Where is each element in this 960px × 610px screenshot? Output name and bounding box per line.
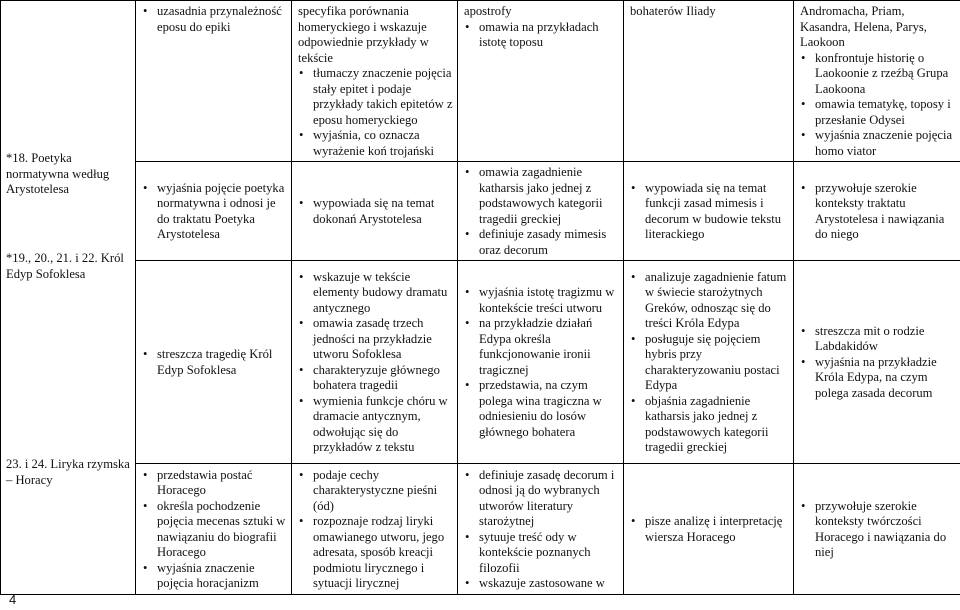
table-row: [1, 261, 960, 464]
list-item: • rozpoznaje rodzaj liryki omawianego utworu, jego adresata, sposób kreacji podmiotu lirycznego i sytuacji lirycznej: [298, 514, 453, 592]
bullet-list: [298, 4, 453, 159]
table-row: [1, 464, 960, 595]
list-item: • przywołuje szerokie konteksty twórczości Horacego i nawiązania do niej: [800, 499, 957, 561]
table-cell: [624, 162, 794, 261]
list-item: • charakteryzuje głównego bohatera tragedii: [298, 363, 453, 394]
list-item: • pisze analizę i interpretację wiersza Horacego: [630, 514, 789, 545]
table-cell: [458, 261, 624, 464]
bullet-list: [464, 165, 619, 258]
list-item: • przedstawia postać Horacego: [142, 468, 287, 499]
bullet-list: [464, 285, 619, 440]
table-cell: [794, 464, 960, 595]
table-cell: [136, 261, 292, 464]
list-item: • wyjaśnia pojęcie poetyka normatywna i odnosi je do traktatu Poetyka Arystotelesa: [142, 181, 287, 243]
table-cell: [292, 464, 458, 595]
bullet-list: [464, 468, 619, 592]
lesson-label: *18. Poetyka normatywna według Arystotelesa: [6, 151, 110, 196]
bullet-list: [142, 181, 287, 243]
list-item: • wypowiada się na temat dokonań Arystotelesa: [298, 196, 453, 227]
list-item: • wyjaśnia znaczenie pojęcia homo viator: [800, 128, 957, 159]
list-item: specyfika porównania homeryckiego i wskazuje odpowiednie przykłady w tekście: [298, 4, 429, 65]
list-item: • wypowiada się na temat funkcji zasad mimesis i decorum w budowie tekstu literackiego: [630, 181, 789, 243]
list-item: • przedstawia, na czym polega wina tragiczna w odniesieniu do losów głównego bohatera: [464, 378, 619, 440]
table-cell: [624, 1, 794, 162]
table-cell: [794, 162, 960, 261]
list-item: • sytuuje treść ody w kontekście poznanych filozofii: [464, 530, 619, 577]
page-number: 4: [9, 592, 17, 607]
bullet-list: [630, 514, 789, 545]
bullet-list: [298, 468, 453, 592]
table-cell: [458, 1, 624, 162]
list-item: • analizuje zagadnienie fatum w świecie starożytnych Greków, odnosząc się do treści Króla Edypa: [630, 270, 789, 332]
bullet-list: [630, 4, 789, 20]
lesson-cell: [1, 1, 136, 595]
lesson-label: *19., 20., 21. i 22. Król Edyp Sofoklesa: [6, 251, 124, 281]
table-cell: [292, 162, 458, 261]
table-cell: [624, 464, 794, 595]
bullet-list: [800, 4, 957, 159]
list-item: • tłumaczy znaczenie pojęcia stały epitet i podaje przykłady takich epitetów z eposu homeryckiego: [298, 66, 453, 128]
table-cell: [458, 464, 624, 595]
list-item: • definiuje zasadę decorum i odnosi ją do wybranych utworów literatury starożytnej: [464, 468, 619, 530]
list-item: • przywołuje szerokie konteksty traktatu Arystotelesa i nawiązania do niego: [800, 181, 957, 243]
table-cell: [136, 1, 292, 162]
list-item: • określa pochodzenie pojęcia mecenas sztuki w nawiązaniu do biografii Horacego: [142, 499, 287, 561]
table-cell: [458, 162, 624, 261]
list-item: • konfrontuje historię o Laokoonie z rzeźbą Grupa Laokoona: [800, 51, 957, 98]
list-item: • definiuje zasady mimesis oraz decorum: [464, 227, 619, 258]
list-item: • omawia zagadnienie katharsis jako jednej z podstawowych kategorii tragedii greckiej: [464, 165, 619, 227]
bullet-list: [142, 4, 287, 35]
list-item: • wyjaśnia na przykładzie Króla Edypa, na czym polega zasada decorum: [800, 355, 957, 402]
table-row: [1, 1, 960, 162]
list-item: • na przykładzie działań Edypa określa funkcjonowanie ironii tragicznej: [464, 316, 619, 378]
table-cell: [292, 261, 458, 464]
table-cell: [292, 1, 458, 162]
lesson-label: 23. i 24. Liryka rzymska – Horacy: [6, 457, 130, 487]
list-item: Andromacha, Priam, Kasandra, Helena, Parys, Laokoon: [800, 4, 927, 49]
list-item: • wyjaśnia znaczenie pojęcia horacjanizm: [142, 561, 287, 592]
list-item: • wskazuje w tekście elementy budowy dramatu antycznego: [298, 270, 453, 317]
list-item: • omawia zasadę trzech jedności na przykładzie utworu Sofoklesa: [298, 316, 453, 363]
list-item: • wskazuje zastosowane w: [464, 576, 619, 592]
bullet-list: [298, 196, 453, 227]
bullet-list: [630, 181, 789, 243]
table-cell: [136, 162, 292, 261]
table-cell: [136, 464, 292, 595]
table-cell: [794, 1, 960, 162]
list-item: • wyjaśnia istotę tragizmu w kontekście treści utworu: [464, 285, 619, 316]
list-item: • omawia tematykę, toposy i przesłanie Odysei: [800, 97, 957, 128]
bullet-list: [298, 270, 453, 456]
list-item: • posługuje się pojęciem hybris przy charakteryzowaniu postaci Edypa: [630, 332, 789, 394]
bullet-list: [630, 270, 789, 456]
list-item: • wymienia funkcje chóru w dramacie antycznym, odwołując się do przykładów z tekstu: [298, 394, 453, 456]
table-cell: [794, 261, 960, 464]
bullet-list: [800, 499, 957, 561]
list-item: bohaterów Iliady: [630, 4, 716, 18]
list-item: • uzasadnia przynależność eposu do epiki: [142, 4, 287, 35]
list-item: • objaśnia zagadnienie katharsis jako jednej z podstawowych kategorii tragedii greckiej: [630, 394, 789, 456]
list-item: • streszcza tragedię Król Edyp Sofoklesa: [142, 347, 287, 378]
table-row: [1, 162, 960, 261]
table-cell: [624, 261, 794, 464]
bullet-list: [464, 4, 619, 51]
list-item: • streszcza mit o rodzie Labdakidów: [800, 324, 957, 355]
bullet-list: [800, 181, 957, 243]
list-item: • omawia na przykładach istotę toposu: [464, 20, 619, 51]
bullet-list: [142, 347, 287, 378]
list-item: • wyjaśnia, co oznacza wyrażenie koń trojański: [298, 128, 453, 159]
list-item: apostrofy: [464, 4, 512, 18]
bullet-list: [800, 324, 957, 402]
list-item: • podaje cechy charakterystyczne pieśni (ód): [298, 468, 453, 515]
bullet-list: [142, 468, 287, 592]
